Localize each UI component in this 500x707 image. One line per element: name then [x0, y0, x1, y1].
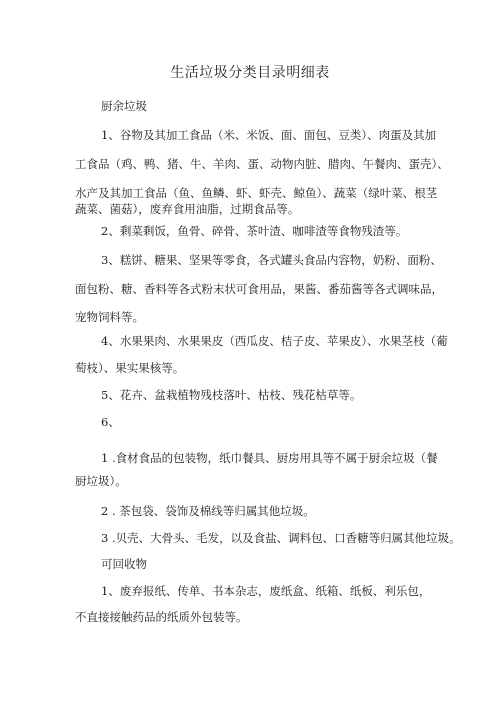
note-1-line-2: 厨垃圾）。 [75, 474, 127, 488]
paragraph-3-line-1: 3、糕饼、糖果、坚果等零食，各式罐头食品内容物，奶粉、面粉、 [101, 253, 442, 267]
paragraph-4-line-2: 萄枝）、果实果核等。 [75, 361, 185, 375]
paragraph-5-line-1: 5、花卉、盆栽植物残枝落叶、枯枝、残花枯草等。 [101, 388, 362, 402]
paragraph-1-line-1: 1、谷物及其加工食品（米、米饭、面、面包、豆类）、肉蛋及其加 [101, 128, 437, 142]
section-heading-recyclables: 可回收物 [101, 557, 147, 571]
note-2-line-1: 2 . 茶包袋、袋饰及棉线等归属其他垃圾。 [101, 504, 315, 518]
note-1-line-1: 1 .食材食品的包装物，纸巾餐具、厨房用具等不属于厨余垃圾（餐 [101, 451, 438, 465]
recyclables-paragraph-1-line-1: 1、废弃报纸、传单、书本杂志，废纸盒、纸箱、纸板、利乐包， [101, 584, 431, 598]
paragraph-3-line-2: 面包粉、糖、香料等各式粉末状可食用品，果酱、番茄酱等各式调味品， [75, 282, 443, 296]
paragraph-4-line-1: 4、水果果肉、水果果皮（西瓜皮、桔子皮、苹果皮）、水果茎枝（葡 [101, 334, 448, 348]
recyclables-paragraph-1-line-2: 不直接接触药品的纸质外包装等。 [75, 610, 248, 624]
paragraph-1-line-4: 蔬菜、菌菇），废弃食用油脂，过期食品等。 [75, 202, 300, 216]
paragraph-6-line-1: 6、 [101, 415, 120, 429]
paragraph-1-line-2: 工食品（鸡、鸭、猪、牛、羊肉、蛋、动物内脏、腊肉、午餐肉、蛋壳）、 [75, 157, 449, 171]
page-title: 生活垃圾分类目录明细表 [170, 65, 330, 81]
paragraph-2-line-1: 2、剩菜剩饭，鱼骨、碎骨、茶叶渣、咖啡渣等食物残渣等。 [101, 224, 408, 238]
note-3-line-1: 3 .贝壳、大骨头、毛发，以及食盐、调料包、口香糖等归属其他垃圾。 [101, 531, 461, 545]
paragraph-3-line-3: 宠物饲料等。 [75, 310, 144, 324]
section-heading-kitchen-waste: 厨余垃圾 [101, 99, 147, 113]
paragraph-1-line-3: 水产及其加工食品（鱼、鱼鳞、虾、虾壳、鲸鱼）、蔬菜（绿叶菜、根茎 [75, 186, 438, 200]
